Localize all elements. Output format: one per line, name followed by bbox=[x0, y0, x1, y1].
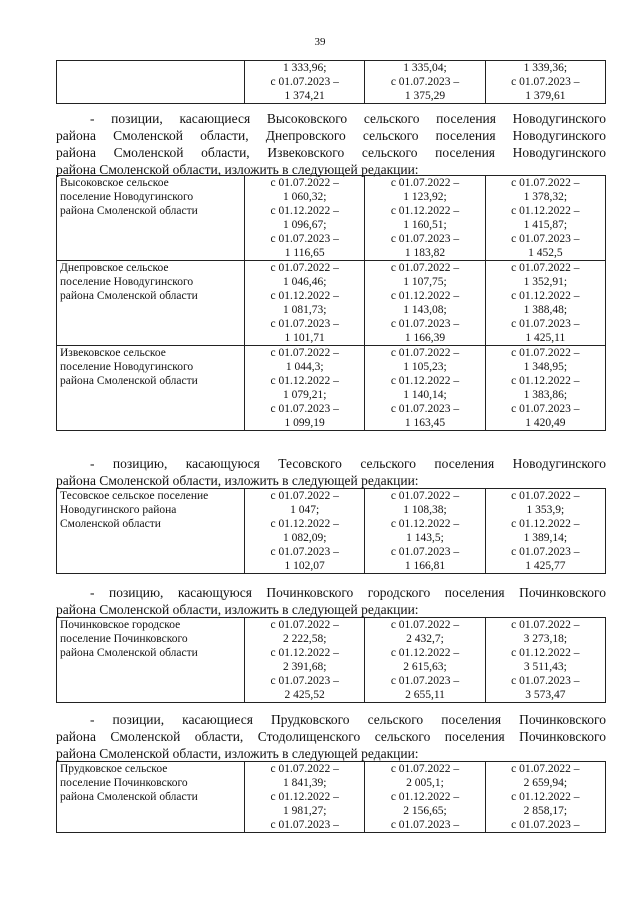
cell-line: 1 116,65 bbox=[284, 247, 325, 259]
cell-line: с 01.07.2022 – bbox=[511, 262, 580, 274]
paragraph-line: района Смоленской области, Днепровского сельского поселения Новодугинского bbox=[56, 128, 606, 143]
cell-line: с 01.12.2022 – bbox=[511, 205, 580, 217]
cell-line: 1 105,23; bbox=[403, 361, 447, 373]
cell-line: с 01.07.2023 – bbox=[270, 76, 339, 88]
cell-line: 1 452,5 bbox=[528, 247, 563, 259]
table-row bbox=[57, 618, 606, 703]
cell-line: 1 339,36; bbox=[523, 62, 568, 74]
cell-line: с 01.12.2022 – bbox=[270, 647, 339, 659]
cell-line: 3 573,47 bbox=[525, 689, 566, 701]
cell-line: 3 511,43; bbox=[523, 661, 567, 673]
table-row bbox=[57, 762, 606, 833]
cell-line: 1 044,3; bbox=[285, 361, 324, 373]
cell-line: с 01.12.2022 – bbox=[270, 518, 339, 530]
cell-line: 2 655,11 bbox=[405, 689, 445, 701]
cell-line: с 01.07.2022 – bbox=[270, 177, 339, 189]
paragraph-line: района Смоленской области, Стодолищенского сельского поселения Починковского bbox=[56, 729, 606, 744]
cell-line: с 01.12.2022 – bbox=[390, 647, 460, 659]
cell-line: Тесовское сельское поселение bbox=[60, 490, 209, 502]
cell-line: поселение Новодугинского bbox=[60, 191, 194, 203]
cell-line: 2 005,1; bbox=[406, 777, 444, 789]
cell-line: 1 102,07 bbox=[284, 560, 325, 572]
cell-line: с 01.07.2023 – bbox=[390, 819, 460, 831]
cell-line: 1 388,48; bbox=[523, 304, 568, 316]
cell-line: с 01.12.2022 – bbox=[390, 518, 460, 530]
cell-line: с 01.07.2022 – bbox=[390, 619, 460, 631]
cell-line: с 01.07.2022 – bbox=[270, 763, 339, 775]
table-row bbox=[57, 61, 606, 104]
cell-line: с 01.07.2023 – bbox=[390, 233, 460, 245]
cell-line: с 01.12.2022 – bbox=[511, 791, 580, 803]
cell-line: Смоленской области bbox=[60, 518, 161, 530]
page-number: 39 bbox=[314, 36, 326, 48]
cell-line: с 01.07.2023 – bbox=[270, 675, 339, 687]
cell-line: с 01.07.2022 – bbox=[390, 490, 460, 502]
cell-line: 1 096,67; bbox=[282, 219, 327, 231]
cell-line: 1 079,21; bbox=[282, 389, 327, 401]
cell-line: с 01.07.2022 – bbox=[390, 262, 460, 274]
cell-line: поселение Новодугинского bbox=[60, 361, 194, 373]
cell-line: 1 353,9; bbox=[526, 504, 565, 516]
cell-line: 1 374,21 bbox=[284, 90, 325, 102]
cell-line: района Смоленской области bbox=[60, 647, 198, 659]
tariff-cell bbox=[485, 261, 605, 346]
paragraph-line: района Смоленской области, изложить в следующей редакции: bbox=[56, 602, 419, 617]
cell-line: поселение Починковского bbox=[60, 633, 188, 645]
cell-line: с 01.07.2023 – bbox=[511, 675, 580, 687]
cell-line: 2 615,63; bbox=[403, 661, 447, 673]
cell-line: 1 841,39; bbox=[282, 777, 327, 789]
cell-line: 1 099,19 bbox=[284, 417, 325, 429]
cell-line: района Смоленской области bbox=[60, 375, 198, 387]
cell-line: с 01.07.2023 – bbox=[511, 403, 580, 415]
cell-line: 1 163,45 bbox=[404, 417, 446, 429]
cell-line: с 01.07.2023 – bbox=[390, 403, 460, 415]
cell-line: с 01.07.2023 – bbox=[511, 546, 580, 558]
cell-line: 1 389,14; bbox=[523, 532, 568, 544]
cell-line: с 01.07.2023 – bbox=[270, 403, 339, 415]
paragraph-line: района Смоленской области, изложить в следующей редакции: bbox=[56, 162, 419, 177]
cell-line: 1 383,86; bbox=[523, 389, 568, 401]
cell-line: 1 046,46; bbox=[282, 276, 327, 288]
table-row bbox=[57, 176, 606, 261]
cell-line: с 01.12.2022 – bbox=[511, 375, 580, 387]
settlement-name-cell bbox=[57, 346, 245, 431]
cell-line: 1 047; bbox=[290, 504, 320, 516]
cell-line: Днепровское сельское bbox=[60, 262, 169, 274]
tariff-cell bbox=[365, 261, 485, 346]
cell-line: 1 420,49 bbox=[525, 417, 566, 429]
cell-line: с 01.12.2022 – bbox=[511, 290, 580, 302]
tariff-cell bbox=[245, 176, 365, 261]
cell-line: с 01.12.2022 – bbox=[390, 791, 460, 803]
amendment-paragraph bbox=[56, 455, 606, 489]
table-row bbox=[57, 261, 606, 346]
tariff-cell bbox=[365, 61, 485, 104]
amendment-paragraph bbox=[56, 110, 606, 178]
cell-line: с 01.12.2022 – bbox=[390, 290, 460, 302]
cell-line: 1 415,87; bbox=[523, 219, 568, 231]
settlement-name-cell bbox=[57, 618, 245, 703]
tariff-table-novoduginsky bbox=[56, 175, 606, 431]
cell-line: с 01.07.2022 – bbox=[511, 347, 580, 359]
cell-line: 1 981,27; bbox=[282, 805, 327, 817]
tariff-cell bbox=[245, 489, 365, 574]
cell-line: 2 858,17; bbox=[523, 805, 568, 817]
table-row bbox=[57, 346, 606, 431]
cell-line: с 01.07.2023 – bbox=[270, 819, 339, 831]
cell-line: с 01.07.2023 – bbox=[390, 318, 460, 330]
cell-line: 1 183,82 bbox=[404, 247, 446, 259]
cell-line: 1 082,09; bbox=[282, 532, 327, 544]
cell-line: района Смоленской области bbox=[60, 290, 198, 302]
tariff-cell bbox=[245, 618, 365, 703]
cell-line: с 01.12.2022 – bbox=[390, 205, 460, 217]
cell-line: 1 335,04; bbox=[403, 62, 447, 74]
cell-line: с 01.07.2023 – bbox=[270, 233, 339, 245]
cell-line: поселение Починковского bbox=[60, 777, 188, 789]
cell-line: 1 101,71 bbox=[284, 332, 325, 344]
cell-line: с 01.07.2023 – bbox=[270, 318, 339, 330]
cell-line: 1 081,73; bbox=[282, 304, 327, 316]
amendment-paragraph bbox=[56, 584, 606, 618]
cell-line: района Смоленской области bbox=[60, 205, 198, 217]
cell-line: с 01.07.2022 – bbox=[270, 619, 339, 631]
cell-line: с 01.07.2022 – bbox=[390, 347, 460, 359]
cell-line: 1 166,39 bbox=[404, 332, 446, 344]
cell-line: с 01.07.2022 – bbox=[270, 347, 339, 359]
tariff-table-continuation bbox=[56, 60, 606, 104]
cell-line: с 01.07.2023 – bbox=[511, 76, 580, 88]
cell-line: с 01.07.2023 – bbox=[390, 76, 460, 88]
settlement-name-cell bbox=[57, 261, 245, 346]
cell-line: 1 166,81 bbox=[404, 560, 446, 572]
cell-line: 1 140,14; bbox=[403, 389, 447, 401]
cell-line: 1 379,61 bbox=[525, 90, 566, 102]
cell-line: с 01.12.2022 – bbox=[511, 647, 580, 659]
cell-line: с 01.12.2022 – bbox=[511, 518, 580, 530]
cell-line: 1 143,08; bbox=[403, 304, 447, 316]
cell-line: с 01.12.2022 – bbox=[270, 791, 339, 803]
tariff-cell bbox=[485, 346, 605, 431]
settlement-name-cell bbox=[57, 176, 245, 261]
cell-line: Прудковское сельское bbox=[60, 763, 168, 775]
paragraph-line: - позицию, касающуюся Починковского городского поселения Починковского bbox=[90, 585, 606, 600]
settlement-name-cell bbox=[57, 489, 245, 574]
tariff-table-tesovo bbox=[56, 488, 606, 574]
cell-line: с 01.07.2022 – bbox=[511, 763, 580, 775]
cell-line: с 01.07.2023 – bbox=[270, 546, 339, 558]
cell-line: с 01.07.2022 – bbox=[390, 763, 460, 775]
cell-line: 1 378,32; bbox=[523, 191, 568, 203]
tariff-cell bbox=[485, 618, 605, 703]
tariff-cell bbox=[485, 762, 605, 833]
paragraph-line: района Смоленской области, Извековского сельского поселения Новодугинского bbox=[56, 145, 606, 160]
cell-line: 1 352,91; bbox=[523, 276, 568, 288]
cell-line: Починковское городское bbox=[60, 619, 181, 631]
tariff-cell bbox=[365, 762, 485, 833]
cell-line: с 01.07.2022 – bbox=[511, 619, 580, 631]
tariff-cell bbox=[485, 489, 605, 574]
cell-line: 2 425,52 bbox=[284, 689, 325, 701]
paragraph-line: - позицию, касающуюся Тесовского сельского поселения Новодугинского bbox=[90, 456, 606, 471]
table-row bbox=[57, 489, 606, 574]
cell-line: Извековское сельское bbox=[60, 347, 166, 359]
cell-line: 2 391,68; bbox=[282, 661, 327, 673]
tariff-cell bbox=[485, 176, 605, 261]
settlement-name-cell bbox=[57, 61, 245, 104]
cell-line: с 01.07.2023 – bbox=[390, 675, 460, 687]
paragraph-line: района Смоленской области, изложить в следующей редакции: bbox=[56, 473, 419, 488]
cell-line: с 01.07.2023 – bbox=[511, 819, 580, 831]
cell-line: 2 222,58; bbox=[282, 633, 327, 645]
tariff-cell bbox=[485, 61, 605, 104]
tariff-cell bbox=[245, 762, 365, 833]
cell-line: 3 273,18; bbox=[523, 633, 568, 645]
cell-line: с 01.07.2022 – bbox=[270, 490, 339, 502]
tariff-cell bbox=[365, 489, 485, 574]
tariff-table-prudki bbox=[56, 761, 606, 833]
cell-line: 1 375,29 bbox=[404, 90, 446, 102]
paragraph-line: района Смоленской области, изложить в следующей редакции: bbox=[56, 746, 419, 761]
cell-line: 1 425,77 bbox=[525, 560, 566, 572]
cell-line: с 01.07.2023 – bbox=[511, 318, 580, 330]
tariff-cell bbox=[365, 618, 485, 703]
paragraph-line: - позиции, касающиеся Высоковского сельского поселения Новодугинского bbox=[90, 111, 606, 126]
cell-line: с 01.07.2022 – bbox=[511, 177, 580, 189]
cell-line: 1 333,96; bbox=[282, 62, 327, 74]
cell-line: 1 160,51; bbox=[403, 219, 447, 231]
tariff-cell bbox=[365, 346, 485, 431]
cell-line: 2 659,94; bbox=[523, 777, 568, 789]
cell-line: района Смоленской области bbox=[60, 791, 198, 803]
cell-line: 1 107,75; bbox=[403, 276, 447, 288]
tariff-cell bbox=[365, 176, 485, 261]
cell-line: с 01.12.2022 – bbox=[270, 290, 339, 302]
cell-line: 1 143,5; bbox=[406, 532, 444, 544]
cell-line: с 01.07.2023 – bbox=[511, 233, 580, 245]
cell-line: Высоковское сельское bbox=[60, 177, 169, 189]
cell-line: с 01.07.2022 – bbox=[511, 490, 580, 502]
tariff-cell bbox=[245, 61, 365, 104]
tariff-cell bbox=[245, 261, 365, 346]
cell-line: Новодугинского района bbox=[60, 504, 177, 516]
tariff-cell bbox=[245, 346, 365, 431]
cell-line: 2 432,7; bbox=[406, 633, 444, 645]
cell-line: 1 060,32; bbox=[282, 191, 327, 203]
cell-line: с 01.12.2022 – bbox=[390, 375, 460, 387]
cell-line: 1 108,38; bbox=[403, 504, 447, 516]
cell-line: с 01.12.2022 – bbox=[270, 375, 339, 387]
cell-line: с 01.07.2022 – bbox=[270, 262, 339, 274]
cell-line: с 01.07.2023 – bbox=[390, 546, 460, 558]
cell-line: с 01.07.2022 – bbox=[390, 177, 460, 189]
paragraph-line: - позиции, касающиеся Прудковского сельского поселения Починковского bbox=[90, 712, 606, 727]
amendment-paragraph bbox=[56, 711, 606, 762]
cell-line: 1 123,92; bbox=[403, 191, 447, 203]
cell-line: поселение Новодугинского bbox=[60, 276, 194, 288]
cell-line: 1 348,95; bbox=[523, 361, 568, 373]
cell-line: 2 156,65; bbox=[403, 805, 447, 817]
tariff-table-pochinok bbox=[56, 617, 606, 703]
settlement-name-cell bbox=[57, 762, 245, 833]
cell-line: с 01.12.2022 – bbox=[270, 205, 339, 217]
cell-line: 1 425,11 bbox=[525, 332, 566, 344]
